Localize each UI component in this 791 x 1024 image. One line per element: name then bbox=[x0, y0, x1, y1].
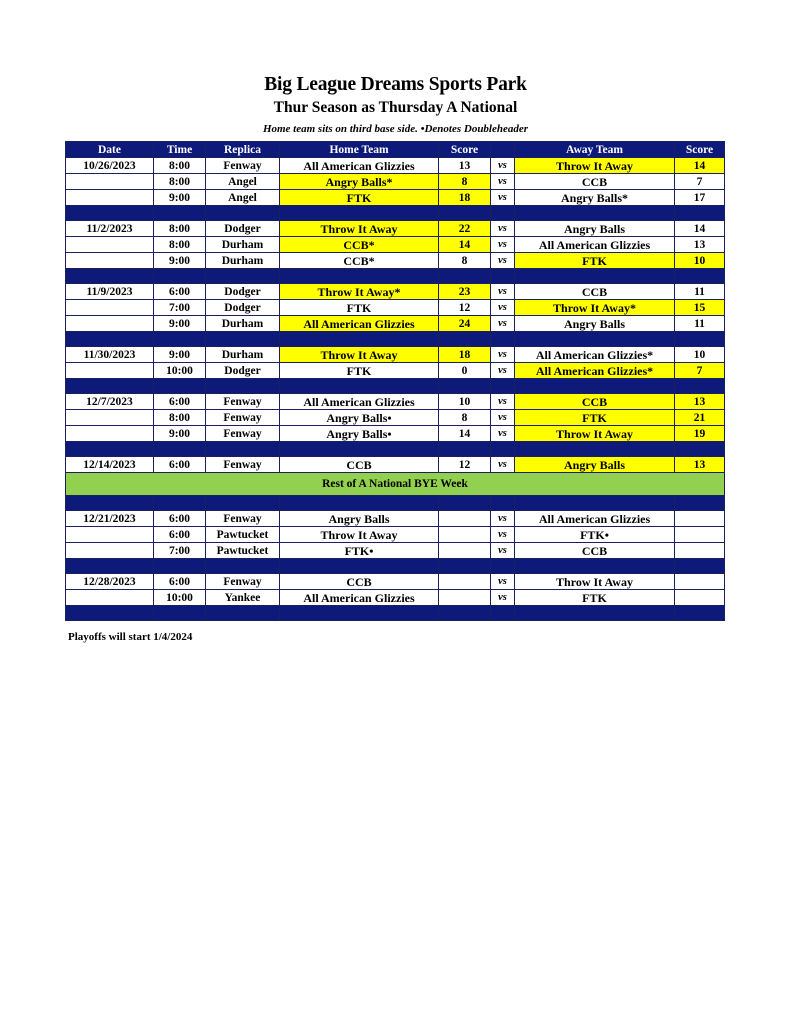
separator-cell bbox=[439, 379, 491, 394]
versus-label: vs bbox=[491, 574, 515, 590]
game-row bbox=[66, 590, 725, 606]
game-date bbox=[66, 174, 154, 190]
home-team: FTK bbox=[280, 190, 439, 206]
separator-cell bbox=[515, 269, 675, 284]
separator-cell bbox=[515, 559, 675, 574]
home-score: 24 bbox=[439, 316, 491, 332]
week-separator-row bbox=[66, 269, 725, 284]
separator-cell bbox=[66, 559, 154, 574]
game-date: 11/9/2023 bbox=[66, 284, 154, 300]
week-separator-row bbox=[66, 606, 725, 621]
home-team: Angry Balls* bbox=[280, 174, 439, 190]
separator-cell bbox=[206, 559, 280, 574]
game-date: 12/21/2023 bbox=[66, 511, 154, 527]
game-row bbox=[66, 543, 725, 559]
home-team: All American Glizzies bbox=[280, 590, 439, 606]
home-team: Angry Balls• bbox=[280, 410, 439, 426]
away-score bbox=[675, 574, 725, 590]
home-score: 12 bbox=[439, 300, 491, 316]
separator-cell bbox=[439, 269, 491, 284]
game-row bbox=[66, 426, 725, 442]
game-time: 6:00 bbox=[154, 284, 206, 300]
game-date bbox=[66, 300, 154, 316]
game-row bbox=[66, 316, 725, 332]
separator-cell bbox=[491, 559, 515, 574]
away-team: Throw It Away bbox=[515, 426, 675, 442]
separator-cell bbox=[66, 379, 154, 394]
home-score: 18 bbox=[439, 190, 491, 206]
away-score bbox=[675, 543, 725, 559]
home-score: 8 bbox=[439, 174, 491, 190]
versus-label: vs bbox=[491, 394, 515, 410]
away-team: Angry Balls* bbox=[515, 190, 675, 206]
schedule-table bbox=[65, 141, 725, 621]
away-team: Throw It Away bbox=[515, 574, 675, 590]
page-title: Big League Dreams Sports Park bbox=[264, 74, 527, 95]
game-time: 8:00 bbox=[154, 158, 206, 174]
separator-cell bbox=[675, 442, 725, 457]
versus-label: vs bbox=[491, 300, 515, 316]
away-score: 14 bbox=[675, 158, 725, 174]
game-time: 9:00 bbox=[154, 190, 206, 206]
week-separator-row bbox=[66, 442, 725, 457]
playoffs-note: Playoffs will start 1/4/2024 bbox=[68, 631, 193, 643]
separator-cell bbox=[206, 332, 280, 347]
game-time: 7:00 bbox=[154, 543, 206, 559]
versus-label: vs bbox=[491, 174, 515, 190]
versus-label: vs bbox=[491, 410, 515, 426]
separator-cell bbox=[154, 206, 206, 221]
separator-cell bbox=[675, 206, 725, 221]
home-score: 18 bbox=[439, 347, 491, 363]
game-time: 8:00 bbox=[154, 237, 206, 253]
field-name: Fenway bbox=[206, 410, 280, 426]
game-date bbox=[66, 316, 154, 332]
game-date: 10/26/2023 bbox=[66, 158, 154, 174]
separator-cell bbox=[154, 332, 206, 347]
field-name: Angel bbox=[206, 190, 280, 206]
separator-cell bbox=[675, 559, 725, 574]
separator-cell bbox=[66, 269, 154, 284]
game-time: 10:00 bbox=[154, 363, 206, 379]
home-team: All American Glizzies bbox=[280, 394, 439, 410]
home-team: Angry Balls bbox=[280, 511, 439, 527]
separator-cell bbox=[491, 606, 515, 621]
away-score bbox=[675, 590, 725, 606]
versus-label: vs bbox=[491, 284, 515, 300]
separator-cell bbox=[491, 332, 515, 347]
separator-cell bbox=[154, 379, 206, 394]
field-name: Fenway bbox=[206, 426, 280, 442]
field-name: Dodger bbox=[206, 284, 280, 300]
home-team: Throw It Away* bbox=[280, 284, 439, 300]
field-name: Pawtucket bbox=[206, 527, 280, 543]
game-time: 9:00 bbox=[154, 347, 206, 363]
away-team: Angry Balls bbox=[515, 457, 675, 473]
away-score: 19 bbox=[675, 426, 725, 442]
field-name: Yankee bbox=[206, 590, 280, 606]
separator-cell bbox=[154, 496, 206, 511]
home-team: FTK• bbox=[280, 543, 439, 559]
separator-cell bbox=[491, 379, 515, 394]
away-score: 11 bbox=[675, 284, 725, 300]
versus-label: vs bbox=[491, 316, 515, 332]
separator-cell bbox=[280, 206, 439, 221]
versus-label: vs bbox=[491, 457, 515, 473]
separator-cell bbox=[154, 269, 206, 284]
col-header-home-team: Home Team bbox=[280, 142, 439, 158]
separator-cell bbox=[280, 379, 439, 394]
game-row bbox=[66, 574, 725, 590]
separator-cell bbox=[515, 379, 675, 394]
versus-label: vs bbox=[491, 158, 515, 174]
game-date: 11/2/2023 bbox=[66, 221, 154, 237]
week-separator-row bbox=[66, 379, 725, 394]
game-time: 8:00 bbox=[154, 221, 206, 237]
week-separator-row bbox=[66, 206, 725, 221]
separator-cell bbox=[154, 606, 206, 621]
separator-cell bbox=[439, 559, 491, 574]
home-score: 0 bbox=[439, 363, 491, 379]
game-time: 6:00 bbox=[154, 457, 206, 473]
bye-week-label: Rest of A National BYE Week bbox=[66, 473, 725, 496]
home-team: Throw It Away bbox=[280, 347, 439, 363]
away-team: FTK bbox=[515, 590, 675, 606]
separator-cell bbox=[206, 442, 280, 457]
separator-cell bbox=[515, 496, 675, 511]
separator-cell bbox=[66, 496, 154, 511]
header-row bbox=[66, 142, 725, 158]
away-score bbox=[675, 527, 725, 543]
home-score bbox=[439, 574, 491, 590]
game-date: 11/30/2023 bbox=[66, 347, 154, 363]
game-time: 6:00 bbox=[154, 394, 206, 410]
game-row bbox=[66, 457, 725, 473]
separator-cell bbox=[280, 606, 439, 621]
away-score: 13 bbox=[675, 237, 725, 253]
doubleheader-note: Home team sits on third base side. •Denotes Doubleheader bbox=[262, 123, 529, 135]
away-team: Angry Balls bbox=[515, 221, 675, 237]
col-header-replica: Replica bbox=[206, 142, 280, 158]
away-score: 10 bbox=[675, 253, 725, 269]
game-time: 6:00 bbox=[154, 511, 206, 527]
game-time: 7:00 bbox=[154, 300, 206, 316]
field-name: Fenway bbox=[206, 457, 280, 473]
separator-cell bbox=[206, 496, 280, 511]
away-team: All American Glizzies bbox=[515, 511, 675, 527]
separator-cell bbox=[675, 606, 725, 621]
col-header-away-team: Away Team bbox=[515, 142, 675, 158]
field-name: Dodger bbox=[206, 300, 280, 316]
away-team: CCB bbox=[515, 284, 675, 300]
home-score: 10 bbox=[439, 394, 491, 410]
game-row bbox=[66, 300, 725, 316]
game-row bbox=[66, 158, 725, 174]
separator-cell bbox=[515, 606, 675, 621]
versus-label: vs bbox=[491, 511, 515, 527]
separator-cell bbox=[439, 206, 491, 221]
bye-week-row bbox=[66, 473, 725, 496]
separator-cell bbox=[154, 559, 206, 574]
game-row bbox=[66, 394, 725, 410]
versus-label: vs bbox=[491, 221, 515, 237]
home-team: Angry Balls• bbox=[280, 426, 439, 442]
game-row bbox=[66, 284, 725, 300]
field-name: Angel bbox=[206, 174, 280, 190]
away-score: 7 bbox=[675, 363, 725, 379]
home-score bbox=[439, 527, 491, 543]
versus-label: vs bbox=[491, 363, 515, 379]
separator-cell bbox=[439, 442, 491, 457]
separator-cell bbox=[280, 269, 439, 284]
col-header-vs bbox=[491, 142, 515, 158]
home-score: 14 bbox=[439, 237, 491, 253]
home-score: 8 bbox=[439, 410, 491, 426]
home-team: FTK bbox=[280, 363, 439, 379]
away-score: 13 bbox=[675, 457, 725, 473]
separator-cell bbox=[439, 606, 491, 621]
separator-cell bbox=[280, 442, 439, 457]
game-time: 8:00 bbox=[154, 174, 206, 190]
separator-cell bbox=[675, 332, 725, 347]
away-team: All American Glizzies* bbox=[515, 347, 675, 363]
away-score: 21 bbox=[675, 410, 725, 426]
game-date bbox=[66, 590, 154, 606]
separator-cell bbox=[491, 442, 515, 457]
home-team: FTK bbox=[280, 300, 439, 316]
field-name: Durham bbox=[206, 253, 280, 269]
home-score: 8 bbox=[439, 253, 491, 269]
versus-label: vs bbox=[491, 190, 515, 206]
separator-cell bbox=[66, 442, 154, 457]
field-name: Dodger bbox=[206, 363, 280, 379]
home-score: 14 bbox=[439, 426, 491, 442]
separator-cell bbox=[206, 269, 280, 284]
away-score bbox=[675, 511, 725, 527]
separator-cell bbox=[66, 206, 154, 221]
game-date bbox=[66, 543, 154, 559]
separator-cell bbox=[515, 442, 675, 457]
versus-label: vs bbox=[491, 527, 515, 543]
game-date bbox=[66, 237, 154, 253]
game-date bbox=[66, 253, 154, 269]
versus-label: vs bbox=[491, 543, 515, 559]
away-team: All American Glizzies* bbox=[515, 363, 675, 379]
game-time: 9:00 bbox=[154, 253, 206, 269]
away-team: FTK bbox=[515, 253, 675, 269]
page-subtitle: Thur Season as Thursday A National bbox=[273, 99, 518, 116]
game-time: 6:00 bbox=[154, 574, 206, 590]
separator-cell bbox=[154, 442, 206, 457]
away-score: 15 bbox=[675, 300, 725, 316]
schedule-body bbox=[66, 158, 725, 621]
game-row bbox=[66, 410, 725, 426]
versus-label: vs bbox=[491, 347, 515, 363]
home-score: 13 bbox=[439, 158, 491, 174]
home-team: CCB bbox=[280, 574, 439, 590]
game-time: 9:00 bbox=[154, 316, 206, 332]
separator-cell bbox=[280, 559, 439, 574]
separator-cell bbox=[439, 332, 491, 347]
game-time: 9:00 bbox=[154, 426, 206, 442]
separator-cell bbox=[66, 332, 154, 347]
versus-label: vs bbox=[491, 237, 515, 253]
home-score bbox=[439, 590, 491, 606]
separator-cell bbox=[439, 496, 491, 511]
week-separator-row bbox=[66, 559, 725, 574]
separator-cell bbox=[515, 332, 675, 347]
separator-cell bbox=[491, 496, 515, 511]
col-header-date: Date bbox=[66, 142, 154, 158]
away-team: Throw It Away* bbox=[515, 300, 675, 316]
away-team: CCB bbox=[515, 174, 675, 190]
home-score bbox=[439, 511, 491, 527]
separator-cell bbox=[206, 379, 280, 394]
game-date bbox=[66, 190, 154, 206]
col-header-away-score: Score bbox=[675, 142, 725, 158]
field-name: Durham bbox=[206, 237, 280, 253]
col-header-home-score: Score bbox=[439, 142, 491, 158]
game-row bbox=[66, 237, 725, 253]
away-team: CCB bbox=[515, 543, 675, 559]
game-date: 12/7/2023 bbox=[66, 394, 154, 410]
away-team: All American Glizzies bbox=[515, 237, 675, 253]
away-team: Throw It Away bbox=[515, 158, 675, 174]
field-name: Dodger bbox=[206, 221, 280, 237]
away-score: 14 bbox=[675, 221, 725, 237]
col-header-time: Time bbox=[154, 142, 206, 158]
game-row bbox=[66, 511, 725, 527]
separator-cell bbox=[675, 496, 725, 511]
home-team: All American Glizzies bbox=[280, 316, 439, 332]
field-name: Pawtucket bbox=[206, 543, 280, 559]
game-date bbox=[66, 363, 154, 379]
game-row bbox=[66, 527, 725, 543]
field-name: Fenway bbox=[206, 511, 280, 527]
field-name: Fenway bbox=[206, 574, 280, 590]
away-score: 7 bbox=[675, 174, 725, 190]
home-team: CCB bbox=[280, 457, 439, 473]
separator-cell bbox=[66, 606, 154, 621]
game-row bbox=[66, 253, 725, 269]
game-date bbox=[66, 410, 154, 426]
game-time: 8:00 bbox=[154, 410, 206, 426]
separator-cell bbox=[491, 269, 515, 284]
home-team: CCB* bbox=[280, 237, 439, 253]
game-date: 12/14/2023 bbox=[66, 457, 154, 473]
game-date bbox=[66, 527, 154, 543]
away-team: FTK bbox=[515, 410, 675, 426]
versus-label: vs bbox=[491, 426, 515, 442]
field-name: Durham bbox=[206, 316, 280, 332]
home-team: All American Glizzies bbox=[280, 158, 439, 174]
away-score: 10 bbox=[675, 347, 725, 363]
game-time: 10:00 bbox=[154, 590, 206, 606]
separator-cell bbox=[206, 606, 280, 621]
field-name: Fenway bbox=[206, 158, 280, 174]
away-team: CCB bbox=[515, 394, 675, 410]
versus-label: vs bbox=[491, 253, 515, 269]
game-row bbox=[66, 347, 725, 363]
game-date bbox=[66, 426, 154, 442]
week-separator-row bbox=[66, 496, 725, 511]
separator-cell bbox=[206, 206, 280, 221]
game-row bbox=[66, 363, 725, 379]
away-score: 13 bbox=[675, 394, 725, 410]
home-score: 12 bbox=[439, 457, 491, 473]
game-date: 12/28/2023 bbox=[66, 574, 154, 590]
week-separator-row bbox=[66, 332, 725, 347]
home-score bbox=[439, 543, 491, 559]
home-score: 22 bbox=[439, 221, 491, 237]
versus-label: vs bbox=[491, 590, 515, 606]
separator-cell bbox=[515, 206, 675, 221]
separator-cell bbox=[675, 269, 725, 284]
separator-cell bbox=[280, 496, 439, 511]
field-name: Durham bbox=[206, 347, 280, 363]
away-score: 11 bbox=[675, 316, 725, 332]
separator-cell bbox=[280, 332, 439, 347]
separator-cell bbox=[491, 206, 515, 221]
away-score: 17 bbox=[675, 190, 725, 206]
game-time: 6:00 bbox=[154, 527, 206, 543]
home-team: CCB* bbox=[280, 253, 439, 269]
game-row bbox=[66, 221, 725, 237]
separator-cell bbox=[675, 379, 725, 394]
field-name: Fenway bbox=[206, 394, 280, 410]
home-team: Throw It Away bbox=[280, 527, 439, 543]
home-team: Throw It Away bbox=[280, 221, 439, 237]
game-row bbox=[66, 190, 725, 206]
game-row bbox=[66, 174, 725, 190]
away-team: FTK• bbox=[515, 527, 675, 543]
home-score: 23 bbox=[439, 284, 491, 300]
away-team: Angry Balls bbox=[515, 316, 675, 332]
